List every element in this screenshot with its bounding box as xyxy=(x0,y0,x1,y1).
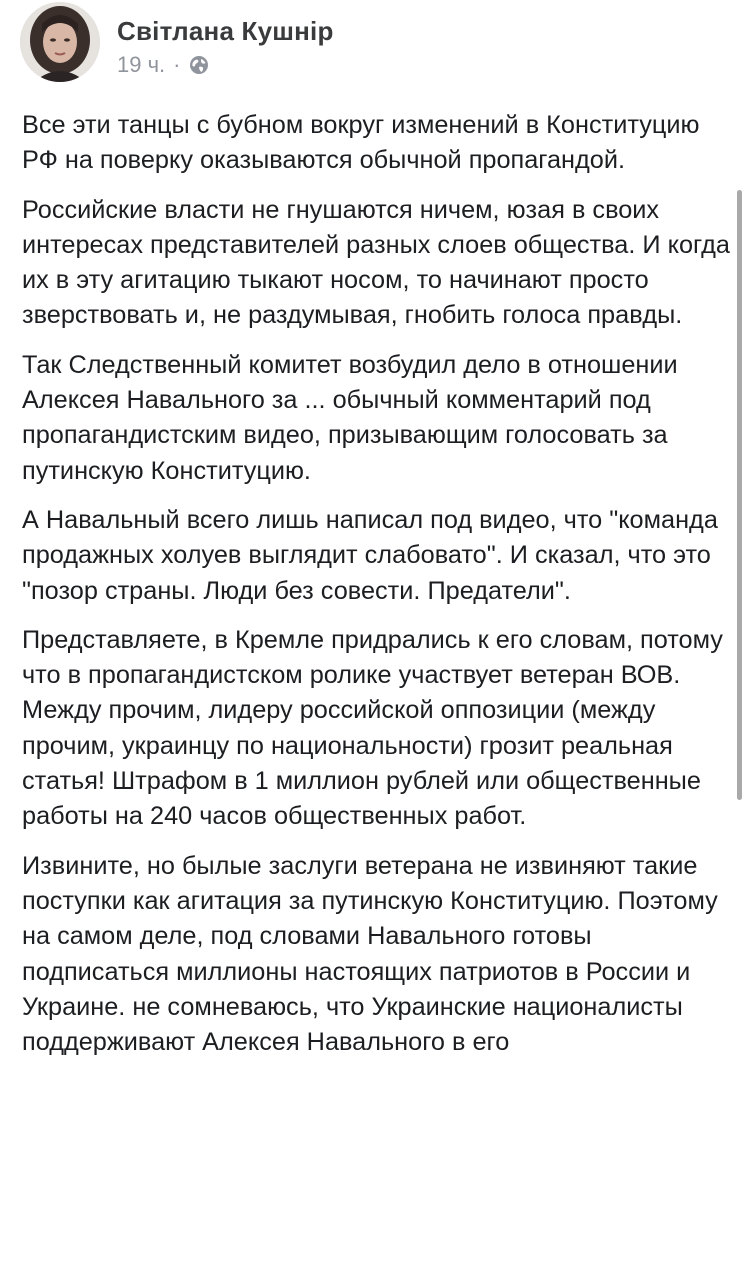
post-timestamp[interactable]: 19 ч. xyxy=(117,52,166,77)
post-header xyxy=(20,2,334,84)
post-paragraph: Все эти танцы с бубном вокруг изменений в Конституцию РФ на поверку оказываются обычной пропагандой. xyxy=(22,111,700,175)
post-paragraph: Извините, но былые заслуги ветерана не извиняют такие поступки как агитация за путинскую Конституцию. Поэтому на самом деле, под словами Навального готовы подписаться миллионы настоящих патриотов в России и Украине. не сомневаюсь, что Украинские националисты поддерживают Алексея Навального в его xyxy=(22,851,718,1057)
separator: · xyxy=(173,52,181,77)
post-paragraph: Так Следственный комитет возбудил дело в отношении Алексея Навального за ... обычный комментарий под пропагандистским видео, призывающим голосовать за путинскую Конституцию. xyxy=(22,350,678,485)
post-paragraph: Представляете, в Кремле придрались к его словам, потому что в пропагандистском ролике участвует ветеран ВОВ. Между прочим, лидеру российской оппозиции (между прочим, украинцу по национальности) грозит реальная статья! Штрафом в 1 миллион рублей или общественные работы на 240 часов общественных работ. xyxy=(22,625,723,831)
author-name[interactable]: Світлана Кушнір xyxy=(117,16,334,46)
post-paragraph: А Навальный всего лишь написал под видео, что "команда продажных холуев выглядит слабовато". И сказал, что это "позор страны. Люди без совести. Предатели". xyxy=(22,505,718,605)
globe-icon xyxy=(189,55,209,75)
post-subline xyxy=(117,52,334,78)
post-paragraph: Российские власти не гнушаются ничем, юзая в своих интересах представителей разных слоев общества. И когда их в эту агитацию тыкают носом, то начинают просто зверствовать и, не раздумывая, гнобить голоса правды. xyxy=(22,195,730,330)
avatar[interactable] xyxy=(20,2,100,82)
scrollbar[interactable] xyxy=(737,190,742,800)
post-text xyxy=(22,108,734,1074)
avatar-photo xyxy=(20,2,100,82)
post-meta xyxy=(117,2,334,78)
